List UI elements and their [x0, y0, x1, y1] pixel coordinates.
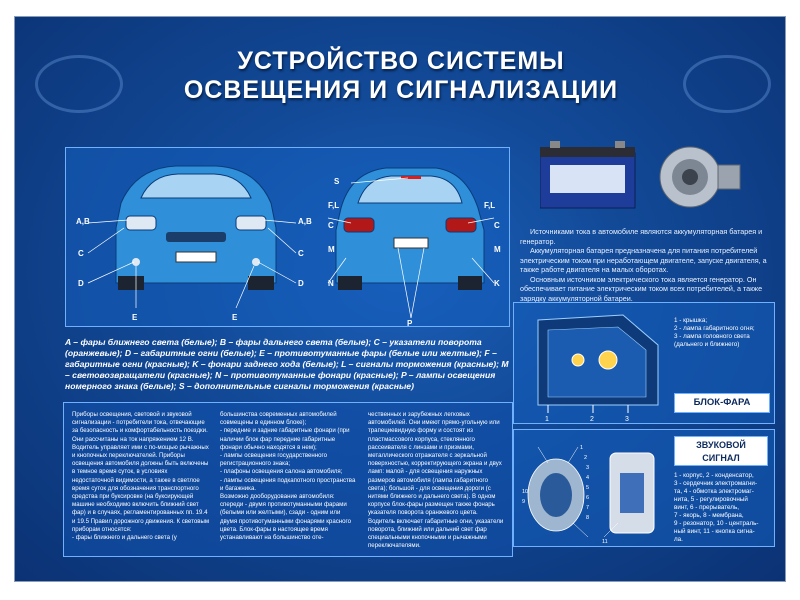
horn-note-2: 3 - сердечник электромагни- — [674, 480, 758, 487]
horn-diagram — [518, 433, 668, 545]
horn-note-6: 7 - якорь, 8 - мембрана, — [674, 512, 744, 519]
label-rear-m-right: M — [494, 245, 501, 254]
label-rear-m-left: M — [328, 245, 335, 254]
description-text-panel — [63, 402, 513, 557]
text-col2-paragraph-5: - лампы освещения подкапотного пространства и багажника. — [220, 476, 356, 492]
cars-legend: A – фары ближнего света (белые); B – фары дальнего света (белые); C – указатели поворота (оранжевые); D – габаритные огни (белые); E – противотуманные фары (белые или желтые); F – габаритные огни (красные); K – фонари заднего хода (белые); L – сигналы торможения (красные); M – световозвращатели (красные); N – противотуманные фонари (красные); P – лампы освещения номерного знака (белые); S – дополнительные сигналы торможения (красные) — [65, 337, 509, 391]
horn-note-7: 9 - резонатор, 10 - централь- — [674, 520, 759, 527]
power-paragraph-2: Аккумуляторная батарея предназначена для питания потребителей электрическим током при неработающем двигателе, запуске двигателя, а также работе двигателя на малых оборотах. — [520, 246, 767, 274]
horn-note-9: ла. — [674, 536, 683, 543]
headlamp-note-2: 2 - лампа габаритного огня; — [674, 325, 755, 332]
label-rear-fl-right: F,L — [484, 201, 496, 210]
title-line-1: УСТРОЙСТВО СИСТЕМЫ — [237, 47, 565, 75]
horn-note-8: ный винт, 11 - кнопка сигна- — [674, 528, 755, 535]
horn-note-1: 1 - корпус, 2 - конденсатор, — [674, 472, 754, 479]
poster — [14, 16, 786, 582]
label-front-c-left: C — [78, 249, 84, 258]
generator-image — [660, 147, 740, 207]
horn-note-5: винт, 6 - прерыватель, — [674, 504, 740, 511]
label-rear-c-right: C — [494, 221, 500, 230]
headlamp-number-1: 1 — [545, 416, 549, 423]
text-column-2 — [220, 411, 358, 542]
horn-number-4: 4 — [586, 475, 590, 481]
horn-number-5: 5 — [586, 485, 590, 491]
horn-number-2: 2 — [584, 455, 588, 461]
label-rear-c-left: C — [328, 221, 334, 230]
label-front-e-left: E — [132, 313, 138, 322]
label-rear-fl-left: F,L — [328, 201, 340, 210]
text-col3-paragraph-1: чественных и зарубежных легковых автомобилей. Они имеют прямо-угольную или трапециевидную форму и состоят из пластмассового корпуса, стеклянного рассеивателя с линзами и призмами, металлического отражателя с зеркальной поверхностью, корректирующего экрана и двух ламп: малой - для освещения наружных размеров автомобиля (лампа габаритного света); большой - для освещения дороги (с нитями ближнего и дальнего света). В одном корпусе блок-фары размещен также фонарь указателя поворота оранжевого цвета. Водитель включает габаритные огни, указатели поворота, ближний или дальний свет фар специальными кнопочными и рычажными переключателями. — [368, 411, 504, 550]
text-col2-paragraph-6: Возможно дооборудование автомобиля: спереди - двумя противотуманными фарами (белыми или желтыми), сзади - одним или двумя противотуманными фонарями красного цвета. Блок-фары в настоящее время устанавливают на большинство оте- — [220, 493, 351, 542]
label-rear-k: K — [494, 279, 500, 288]
horn-tag-line-2: СИГНАЛ — [702, 453, 740, 463]
headlamp-panel — [513, 302, 775, 424]
label-rear-p: P — [407, 319, 413, 326]
headlamp-tag: БЛОК-ФАРА — [674, 393, 770, 413]
horn-number-11: 11 — [602, 539, 608, 545]
horn-panel — [513, 429, 775, 547]
headlamp-note-4: (дальнего и ближнего) — [674, 341, 740, 348]
text-col2-paragraph-4: - плафоны освещения салона автомобиля; — [220, 468, 343, 476]
horn-number-3: 3 — [586, 465, 590, 471]
power-paragraph-3: Основным источником электрического тока является генератор. Он обеспечивает питание электрическим током всех потребителей, а также зарядку аккумуляторной батареи. — [520, 274, 763, 303]
rear-car — [336, 168, 484, 290]
battery-image — [540, 141, 635, 208]
horn-number-7: 7 — [586, 505, 590, 511]
horn-number-1: 1 — [580, 445, 584, 451]
page-title — [15, 47, 786, 105]
label-rear-s: S — [334, 177, 340, 186]
text-col1-paragraph-2: - фары ближнего и дальнего света (у — [72, 534, 177, 542]
text-col2-paragraph-2: - передние и задние габаритные фонари (при наличии блок фар передние габаритные фонари обычно находятся в нем); — [220, 427, 350, 451]
horn-notes — [674, 472, 759, 544]
headlamp-diagram — [518, 305, 668, 423]
text-col1-paragraph-1: Приборы освещения, световой и звуковой сигнализации - потребители тока, отвечающие за безопасность и комфортабельность поездки. Они рассчитаны на ток напряжением 12 В. Водитель управляет ими с по-мощью рычажных и кнопочных переключателей. Приборы освещения автомобиля должны быть включены в темное время суток, в условиях недостаточной видимости, а также в светлое время суток для обозначения транспортного средства при буксировке (на буксирующей машине необходимо включить ближний свет фар) и в случаях, регламентированных пп. 19.4 и 19.5 Правил дорожного движения. К световым приборам относятся: — [72, 411, 210, 533]
headlamp-number-3: 3 — [625, 416, 629, 423]
horn-number-9: 9 — [522, 499, 526, 505]
cars-diagram — [66, 148, 509, 326]
text-column-3 — [368, 411, 506, 550]
cars-diagram-panel — [65, 147, 510, 327]
headlamp-note-3: 3 - лампа головного света — [674, 333, 750, 340]
horn-tag-line-1: ЗВУКОВОЙ — [696, 440, 746, 450]
headlamp-number-2: 2 — [590, 416, 594, 423]
text-col2-paragraph-3: - лампы освещения государственного регистрационного знака; — [220, 452, 328, 468]
text-col2-paragraph-1: большинства современных автомобилей совмещены в единном блоке); — [220, 411, 337, 427]
text-column-1 — [72, 411, 210, 542]
horn-note-3: та, 4 - обмотка электромаг- — [674, 488, 754, 495]
power-paragraph-1: Источниками тока в автомобиле являются аккумуляторная батарея и генератор. — [520, 227, 763, 246]
horn-number-10: 10 — [522, 489, 529, 495]
label-front-e-right: E — [232, 313, 238, 322]
headlamp-note-1: 1 - крышка; — [674, 317, 708, 324]
horn-number-8: 8 — [586, 515, 590, 521]
label-rear-n: N — [328, 279, 334, 288]
horn-tag — [674, 436, 768, 466]
label-front-d-left: D — [78, 279, 84, 288]
headlamp-notes — [674, 317, 755, 349]
power-sources-text — [520, 227, 770, 303]
label-front-d-right: D — [298, 279, 304, 288]
title-line-2: ОСВЕЩЕНИЯ И СИГНАЛИЗАЦИИ — [183, 76, 619, 104]
horn-number-6: 6 — [586, 495, 590, 501]
label-front-c-right: C — [298, 249, 304, 258]
label-front-ab-left: A,B — [76, 217, 90, 226]
power-sources-illustration — [540, 135, 760, 215]
horn-note-4: нита, 5 - регулировочный — [674, 496, 748, 503]
label-front-ab-right: A,B — [298, 217, 312, 226]
